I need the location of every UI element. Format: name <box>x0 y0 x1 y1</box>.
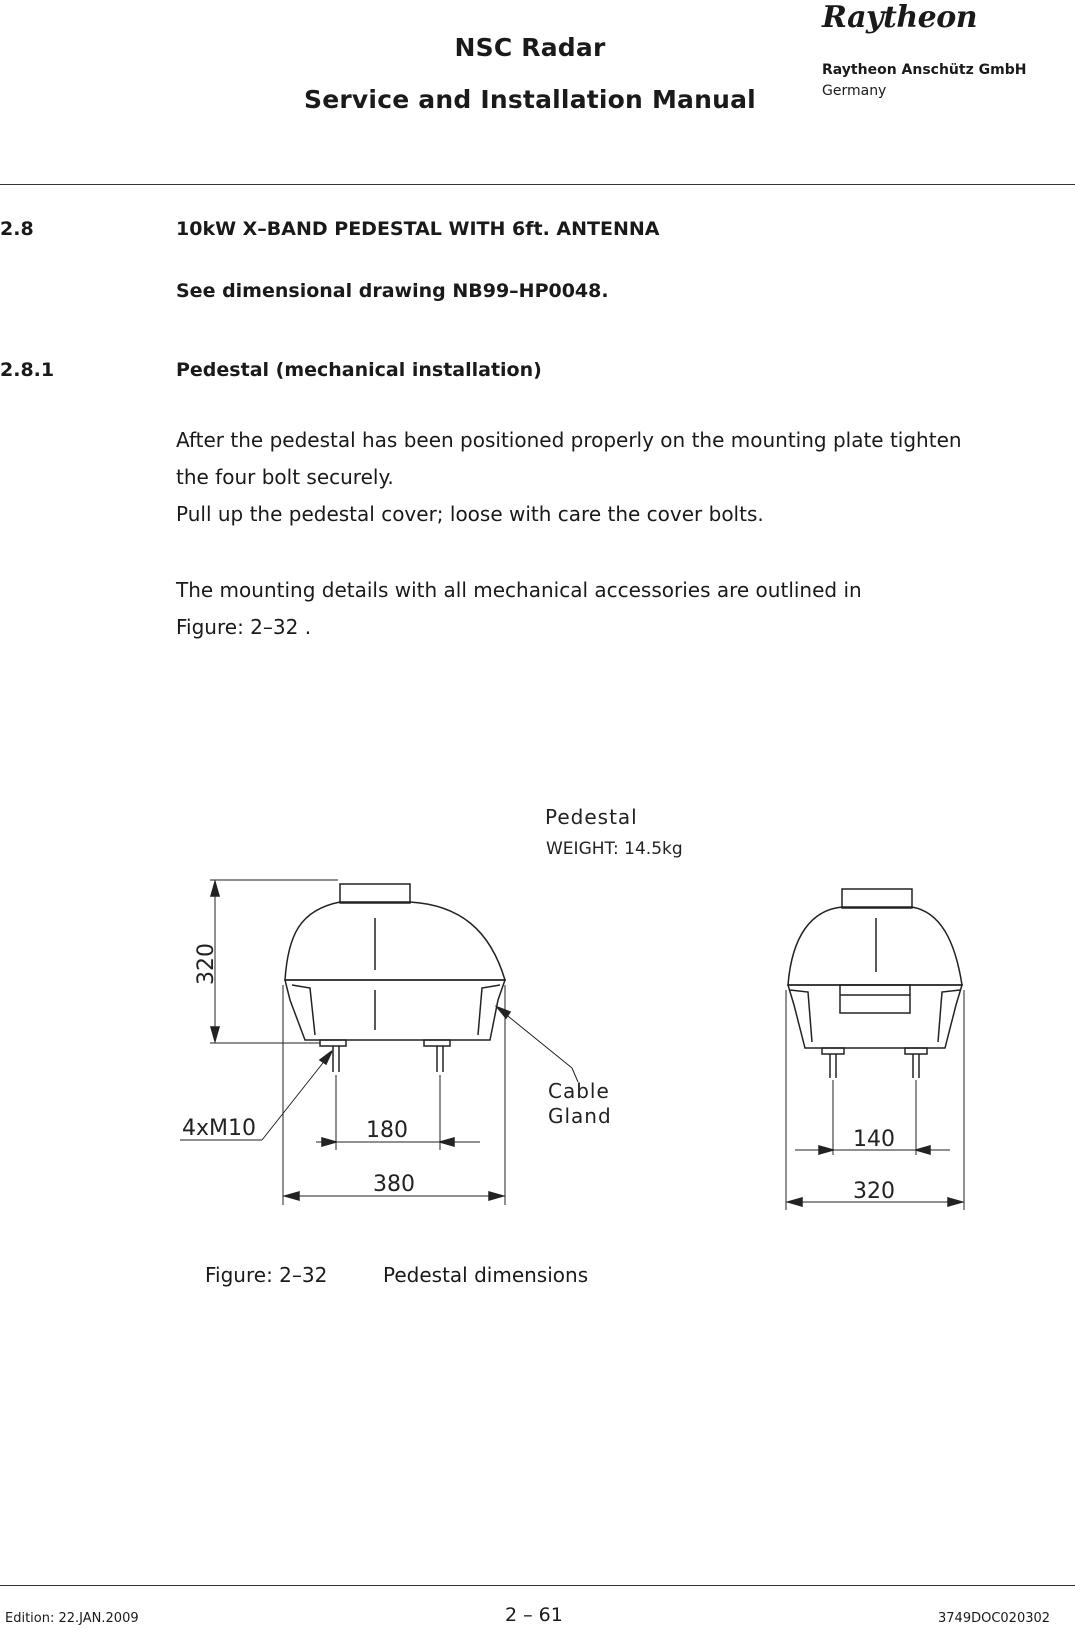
paragraph-2-line1: The mounting details with all mechanical accessories are outlined in <box>176 578 862 602</box>
figure-caption-title: Pedestal dimensions <box>383 1263 589 1287</box>
label-weight: WEIGHT: 14.5kg <box>546 839 683 859</box>
paragraph-1-line3: Pull up the pedestal cover; loose with care the cover bolts. <box>176 502 764 526</box>
header-title-line2: Service and Installation Manual <box>304 85 756 114</box>
header-divider <box>0 184 1075 185</box>
front-outer-dimension <box>786 990 964 1210</box>
dim-side-outer-label: 380 <box>373 1172 415 1197</box>
paragraph-1-line1: After the pedestal has been positioned properly on the mounting plate tighten <box>176 428 962 452</box>
company-country: Germany <box>822 83 887 99</box>
dim-front-outer-label: 320 <box>853 1179 895 1204</box>
footer-doc-id: 3749DOC020302 <box>938 1611 1051 1626</box>
dim-height-label: 320 <box>194 943 219 985</box>
dim-side-inner-label: 180 <box>366 1118 408 1143</box>
pedestal-dimension-drawing <box>0 780 1075 1220</box>
subsection-title: Pedestal (mechanical installation) <box>176 359 542 381</box>
section-number: 2.8 <box>0 218 34 240</box>
section-reference: See dimensional drawing NB99–HP0048. <box>176 280 609 302</box>
label-gland: Gland <box>548 1104 612 1128</box>
company-name: Raytheon Anschütz GmbH <box>822 62 1027 78</box>
front-view-pedestal <box>788 889 962 1078</box>
label-pedestal: Pedestal <box>545 805 638 829</box>
footer-divider <box>0 1585 1075 1586</box>
header-title-line1: NSC Radar <box>454 33 606 62</box>
side-view-pedestal <box>285 884 505 1072</box>
paragraph-2 <box>176 572 1046 646</box>
subsection-number: 2.8.1 <box>0 359 55 381</box>
footer-page-number: 2 – 61 <box>505 1604 563 1626</box>
footer-edition: Edition: 22.JAN.2009 <box>5 1611 139 1626</box>
dim-front-inner-label: 140 <box>853 1127 895 1152</box>
brand-logo: Raytheon <box>822 0 978 35</box>
paragraph-1-line2: the four bolt securely. <box>176 465 394 489</box>
label-cable: Cable <box>548 1079 610 1103</box>
paragraph-2-line2: Figure: 2–32 . <box>176 615 312 639</box>
paragraph-1 <box>176 422 1046 533</box>
dim-bolts-label: 4xM10 <box>182 1116 256 1141</box>
section-title: 10kW X–BAND PEDESTAL WITH 6ft. ANTENNA <box>176 218 660 240</box>
height-dimension <box>210 880 338 1043</box>
cable-gland-leader <box>497 1007 578 1082</box>
figure-caption-number: Figure: 2–32 <box>205 1263 328 1287</box>
